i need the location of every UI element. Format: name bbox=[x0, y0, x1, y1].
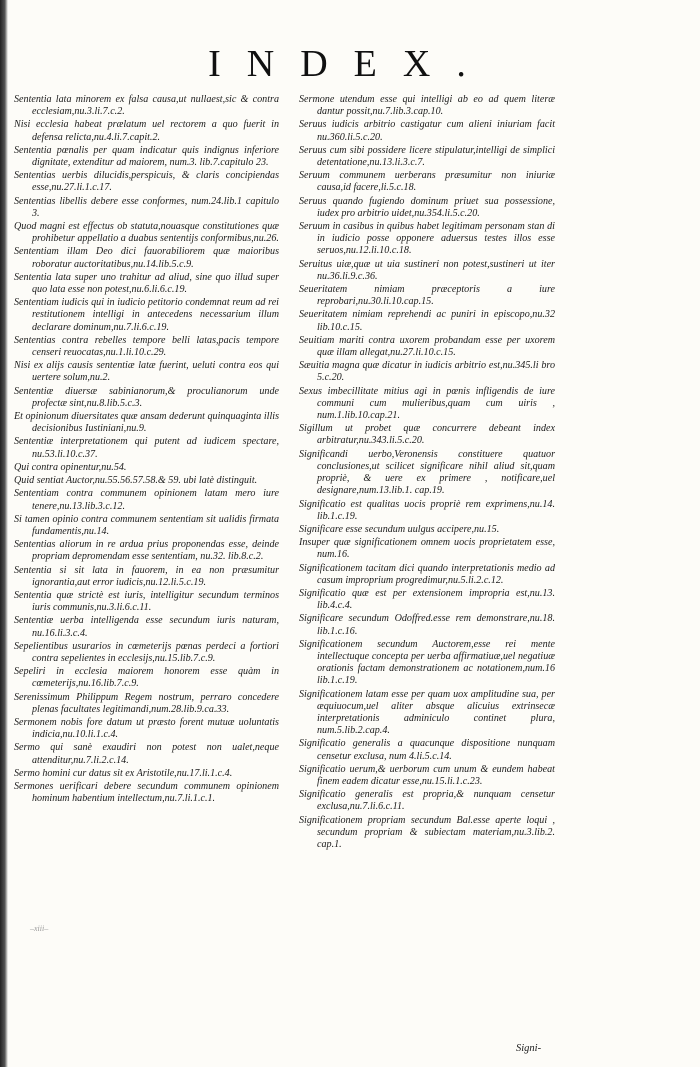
index-entry: Sententias contra rebelles tempore belli latas,pacis tempore censeri reuocatas,nu.1.li.10.c.29. bbox=[14, 334, 279, 359]
index-entry: Significatio est qualitas uocis propriè rem exprimens,nu.14. lib.1.c.19. bbox=[299, 498, 555, 522]
index-entry: Significationem secundum Auctorem,esse rei mente intellectuque concepta per uerba affirmatiuæ,uel negatiuæ orationis factam demonstrationem ac notationem,num.16 lib.1.c.19. bbox=[299, 638, 555, 687]
index-entry: Significationem latam esse per quam uox amplitudine sua, per æquiuocum,uel aliter absque alicuius extrinsecæ interpretationis adminiculo continet plura, num.5.lib.2.cap.4. bbox=[299, 688, 555, 737]
index-entry: Significandi uerbo,Veronensis constituere quatuor conclusiones,ut scilicet significare nihil aliud sit,quam propriè, & uere ex primere , notificare,uel designare,num.13.lib.1. cap.19. bbox=[299, 448, 555, 497]
index-entry: Sententiam contra communem opinionem latam mero iure tenere,nu.13.lib.3.c.12. bbox=[14, 488, 279, 512]
index-entry: Seueritatem nimiam reprehendi ac puniri in episcopo,nu.32 lib.10.c.15. bbox=[299, 309, 555, 333]
index-entry: Significationem tacitam dici quando interpretationis medio ad casum improprium progredimur,nu.5.li.2.c.12. bbox=[299, 562, 555, 586]
index-entry: Sententiam iudicis qui in iudicio petitorio condemnat reum ad rei restitutionem intelligi in antecedens necessarium illum declarare dominum,nu.7.li.6.c.19. bbox=[14, 297, 279, 333]
index-column-left bbox=[14, 94, 279, 806]
index-entry: Sententiam illam Deo dici fauorabiliorem quæ maioribus roboratur auctoritatibus,nu.14.lib.5.c.9. bbox=[14, 246, 279, 270]
index-entry: Sententias aliorum in re ardua prius proponendas esse, deinde propriam depromendam esse sententiam, nu.32. lib.8.c.2. bbox=[14, 539, 279, 563]
index-entry: Significatio generalis est propria,& nunquam censetur exclusa,nu.7.li.6.c.11. bbox=[299, 789, 555, 813]
index-entry: Seueritatem nimiam præceptoris a iure reprobari,nu.30.li.10.cap.15. bbox=[299, 284, 555, 308]
index-entry: Seruum communem uerberans præsumitur non iniuriæ causa,id facere,li.5.c.18. bbox=[299, 170, 555, 194]
index-entry: Sententia quæ strictè est iuris, intelligitur secundum terminos iuris communis,nu.3.li.6.c.11. bbox=[14, 589, 279, 614]
index-entry: Significatio generalis a quacunque dispositione nunquam censetur exclusa, num 4.li.5.c.14. bbox=[299, 738, 555, 762]
index-entry: Quod magni est effectus ob statuta,nouasque constitutiones quæ prohibetur appellatio a duabus sententijs conformibus,nu.26. bbox=[14, 221, 279, 245]
index-entry: Seruitus uiæ,quæ ut uia sustineri non potest,sustineri ut iter nu.36.li.9.c.36. bbox=[299, 258, 555, 282]
index-entry: Sepelientibus usurarios in cœmeterijs pœnas perdeci a fortiori contra sepelientes in ecclesijs,nu.15.lib.7.c.9. bbox=[14, 640, 279, 664]
index-entry: Sententiæ uerba intelligenda esse secundum iuris naturam, nu.16.li.3.c.4. bbox=[14, 615, 279, 639]
index-entry: Seruus quando fugiendo dominum priuet sua possessione, iudex pro arbitrio uidet,nu.354.li.5.c.20. bbox=[299, 195, 555, 219]
index-entry: Sententia lata super uno trahitur ad aliud, sine quo illud super quo lata esse non potest,nu.6.li.6.c.19. bbox=[14, 271, 279, 296]
index-entry: Sententiæ interpretationem qui putent ad iudicem spectare, nu.53.li.10.c.37. bbox=[14, 436, 279, 460]
index-entry: Sententiæ diuersæ sabinianorum,& proculianorum unde profectæ sint,nu.8.lib.5.c.3. bbox=[14, 385, 279, 409]
index-entry: Qui contra opinentur,nu.54. bbox=[14, 461, 127, 473]
index-entry: Sermones uerificari debere secundum communem opinionem hominum habentium intellectum,nu.7.li.1.c.1. bbox=[14, 780, 279, 805]
index-entry: Sigillum ut probet quæ concurrere debeant index arbitratur,nu.343.li.5.c.20. bbox=[299, 423, 555, 447]
index-entry: Significare esse secundum uulgus accipere,nu.15. bbox=[299, 523, 500, 535]
index-entry: Sententia lata minorem ex falsa causa,ut nullaest,sic & contra ecclesiam,nu.3.li.7.c.2. bbox=[14, 94, 279, 118]
index-entry: Sermo qui sanè exaudiri non potest non ualet,neque attenditur,nu.7.li.2.c.14. bbox=[14, 742, 279, 766]
index-entry: Significare secundum Odoffred.esse rem demonstrare,nu.18. lib.1.c.16. bbox=[299, 613, 555, 637]
index-entry: Serenissimum Philippum Regem nostrum, perraro concedere plenas facultates legitimandi,num.28.lib.9.ca.33. bbox=[14, 691, 279, 715]
index-entry: Sententia si sit lata in fauorem, in ea non præsumitur ignorantia,aut error iudicis,nu.12.li.5.c.19. bbox=[14, 564, 279, 588]
index-entry: Seruum in casibus in quibus habet legitimam personam stan di in iudicio posse opponere aduersus testes illos esse seruos,nu.12.li.10.c.18. bbox=[299, 221, 555, 257]
index-entry: Significationem propriam secundum Bal.esse aperte loqui , secundum propriam & subiectam materiam,nu.3.lib.2. cap.1. bbox=[299, 814, 555, 850]
index-entry: Seruus iudicis arbitrio castigatur cum alieni iniuriam facit nu.360.li.5.c.20. bbox=[299, 119, 555, 143]
index-entry: Sententia pœnalis per quam indicatur quis indignus inferiore dignitate, extenditur ad maiorem, num.3. lib.7.capitulo 23. bbox=[14, 144, 279, 169]
index-entry: Seuitiam mariti contra uxorem probandam esse per uxorem quæ illam allegat,nu.27.li.10.c.15. bbox=[299, 334, 555, 359]
index-entry: Insuper quæ significationem omnem uocis proprietatem esse, num.16. bbox=[299, 537, 555, 561]
index-entry: Sermo homini cur datus sit ex Aristotile,nu.17.li.1.c.4. bbox=[14, 767, 233, 779]
index-column-right bbox=[299, 94, 555, 852]
index-entry: Quid sentiat Auctor,nu.55.56.57.58.& 59. ubi latè distinguit. bbox=[14, 475, 258, 487]
page-title: INDEX. bbox=[208, 43, 492, 85]
index-entry: Sententias libellis debere esse conformes, num.24.lib.1 capitulo 3. bbox=[14, 195, 279, 219]
index-entry: Si tamen opinio contra communem sententiam sit ualidis firmata fundamentis,nu.14. bbox=[14, 513, 279, 537]
index-entry: Significatio quæ est per extensionem impropria est,nu.13. lib.4.c.4. bbox=[299, 587, 555, 612]
catchword: Signi- bbox=[516, 1043, 542, 1054]
page-mark: –xiii– bbox=[30, 924, 49, 933]
index-entry: Sermone utendum esse qui intelligi ab eo ad quem literæ dantur possit,nu.7.lib.3.cap.10. bbox=[299, 94, 555, 118]
index-entry: Significatio uerum,& uerborum cum unum & eundem habeat finem eadem dicatur esse,nu.15.li.1.c.23. bbox=[299, 763, 555, 787]
index-entry: Sepeliri in ecclesia maiorem honorem esse quàm in cœmeterijs,nu.16.lib.7.c.9. bbox=[14, 666, 279, 690]
index-entry: Seruus cum sibi possidere licere stipulatur,intelligi de simplici detentatione,nu.13.li.3.c.7. bbox=[299, 144, 555, 169]
index-entry: Et opinionum diuersitates quæ ansam dederunt quinquaginta illis decisionibus Iustiniani,nu.9. bbox=[14, 411, 279, 435]
index-entry: Nisi ecclesia habeat prælatum uel rectorem a quo fuerit in defensa relicta,nu.4.li.7.capit.2. bbox=[14, 119, 279, 143]
index-entry: Sæuitia magna quæ dicatur in iudicis arbitrio est,nu.345.li bro 5.c.20. bbox=[299, 360, 555, 384]
index-entry: Sententias uerbis dilucidis,perspicuis, & claris concipiendas esse,nu.27.li.1.c.17. bbox=[14, 170, 279, 194]
index-entry: Sermonem nobis fore datum ut præsto forent mutuæ uoluntatis indicia,nu.10.li.1.c.4. bbox=[14, 716, 279, 741]
index-entry: Sexus imbecillitate mitius agi in pœnis infligendis de iure communi cum mulieribus,quam cum uiris , num.1.lib.10.cap.21. bbox=[299, 385, 555, 422]
index-entry: Nisi ex alijs causis sententiæ latæ fuerint, ueluti contra eos qui uertere solum,nu.2. bbox=[14, 360, 279, 384]
